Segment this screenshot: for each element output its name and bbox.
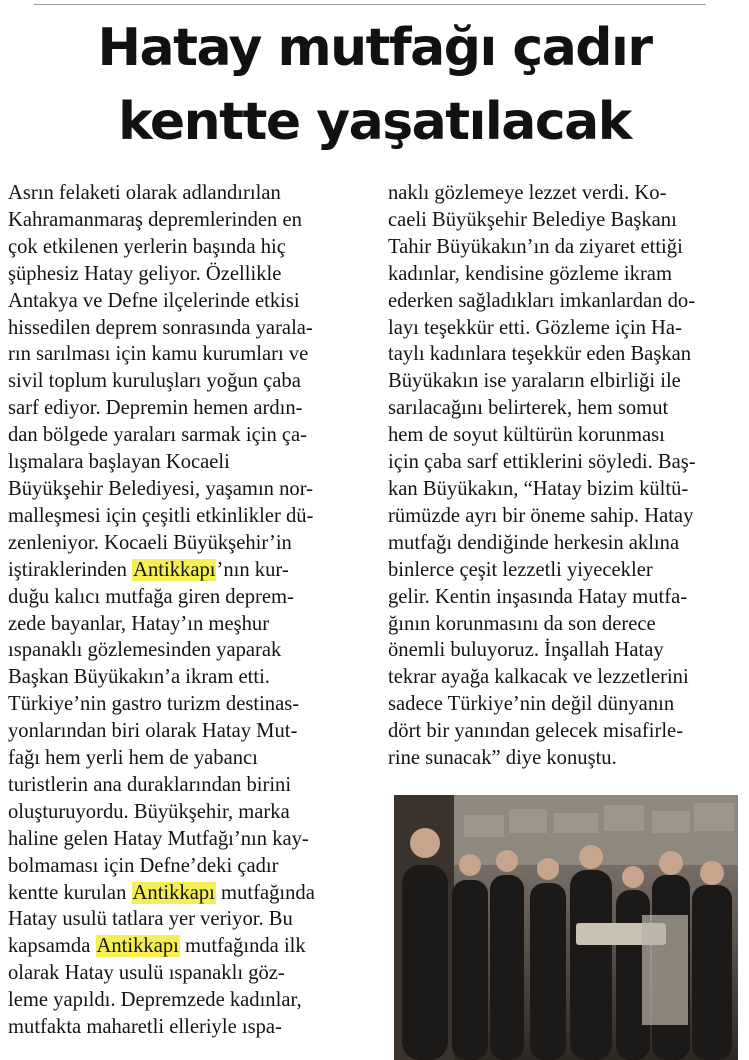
text-segment: fağı hem yerli hem de yabancı: [8, 747, 258, 770]
text-segment: ıspanaklı gözlemesinden yaparak: [8, 639, 282, 662]
text-line: layı teşekkür etti. Gözleme için Ha-: [388, 316, 682, 339]
text-segment: yonlarından biri olarak Hatay Mut-: [8, 720, 298, 743]
text-line: [8, 772, 370, 799]
text-line: [8, 261, 370, 288]
text-line: [8, 906, 370, 933]
text-line: mutfağı dendiğinde herkesin aklına: [388, 531, 680, 554]
text-segment: şüphesiz Hatay geliyor. Özellikle: [8, 262, 282, 285]
text-line: dört bir yanından gelecek misafirle-: [388, 720, 684, 743]
text-line: [8, 449, 370, 476]
text-line: ederken sağladıkları imkanlardan do-: [388, 289, 696, 312]
text-line: [8, 476, 370, 503]
text-line: binlerce çeşit lezzetli yiyecekler: [388, 558, 653, 581]
text-segment: mutfağında: [215, 881, 315, 904]
text-segment: Hatay usulü tatlara yer veriyor. Bu: [8, 908, 293, 931]
text-line: Büyükakın ise yaraların elbirliği ile: [388, 370, 681, 393]
text-line: rümüzde ayrı bir öneme sahip. Hatay: [388, 504, 694, 527]
article-photo: [394, 795, 738, 1060]
text-line: [8, 422, 370, 449]
highlighted-term: Antikkapı: [132, 881, 215, 904]
text-segment: dan bölgede yaraları sarmak için ça-: [8, 424, 308, 447]
text-segment: hissedilen deprem sonrasında yarala-: [8, 316, 313, 339]
text-line: ğının korunmasını da son derece: [388, 612, 656, 635]
text-segment: sivil toplum kuruluşları yoğun çaba: [8, 370, 301, 393]
text-segment: Asrın felaketi olarak adlandırılan: [8, 182, 281, 204]
text-line: [8, 180, 370, 207]
text-line: [8, 933, 370, 960]
text-line: [8, 987, 370, 1014]
text-segment: haline gelen Hatay Mutfağı’nın kay-: [8, 827, 309, 850]
text-line: [8, 584, 370, 611]
text-segment: çok etkilenen yerlerin başında hiç: [8, 235, 286, 258]
headline-line-2: kentte yaşatılacak: [118, 92, 631, 152]
text-line: [8, 503, 370, 530]
text-line: [8, 557, 370, 584]
text-line: [8, 691, 370, 718]
text-segment: olarak Hatay usulü ıspanaklı göz-: [8, 962, 285, 985]
article-column-right: [388, 180, 746, 772]
text-segment: mutfakta maharetli elleriyle ıspa-: [8, 1016, 282, 1039]
text-segment: leme yapıldı. Depremzede kadınlar,: [8, 989, 302, 1012]
text-segment: duğu kalıcı mutfağa giren deprem-: [8, 585, 294, 608]
text-line: [8, 637, 370, 664]
text-line: [8, 395, 370, 422]
headline-line-1: Hatay mutfağı çadır: [97, 18, 652, 78]
text-segment: oluşturuyordu. Büyükşehir, marka: [8, 800, 290, 823]
text-line: [8, 718, 370, 745]
text-line: [8, 799, 370, 826]
text-line: sarılacağını belirterek, hem somut: [388, 397, 669, 420]
text-segment: lışmalara başlayan Kocaeli: [8, 451, 230, 474]
kitchen-group-photo: [394, 795, 738, 1060]
text-line: naklı gözlemeye lezzet verdi. Ko-: [388, 182, 667, 204]
text-line: caeli Büyükşehir Belediye Başkanı: [388, 208, 677, 231]
text-line: hem de soyut kültürün korunması: [388, 424, 665, 447]
text-line: [8, 234, 370, 261]
text-segment: kentte kurulan: [8, 881, 132, 904]
text-line: taylı kadınlara teşekkür eden Başkan: [388, 343, 692, 366]
text-line: [8, 853, 370, 880]
text-line: [8, 1014, 370, 1041]
top-rule: [34, 4, 706, 5]
text-segment: turistlerin ana duraklarından birini: [8, 773, 292, 796]
text-line: önemli buluyoruz. İnşallah Hatay: [388, 639, 664, 662]
text-line: [8, 341, 370, 368]
text-line: tekrar ayağa kalkacak ve lezzetlerini: [388, 666, 689, 689]
text-segment: ’nın kur-: [216, 558, 289, 581]
text-line: [8, 530, 370, 557]
article-column-left: [8, 180, 370, 1041]
text-segment: zede bayanlar, Hatay’ın meşhur: [8, 612, 270, 635]
text-line: kan Büyükakın, “Hatay bizim kültü-: [388, 477, 689, 500]
text-line: [8, 745, 370, 772]
text-line: rine sunacak” diye konuştu.: [388, 747, 617, 770]
text-segment: kapsamda: [8, 935, 96, 958]
text-segment: Antakya ve Defne ilçelerinde etkisi: [8, 289, 300, 312]
highlighted-term: Antikkapı: [96, 935, 179, 958]
text-segment: sarf ediyor. Depremin hemen ardın-: [8, 397, 303, 420]
text-segment: zenleniyor. Kocaeli Büyükşehir’in: [8, 531, 292, 554]
text-line: kadınlar, kendisine gözleme ikram: [388, 262, 672, 285]
text-line: [8, 826, 370, 853]
text-line: [8, 880, 370, 907]
text-line: gelir. Kentin inşasında Hatay mutfa-: [388, 585, 688, 608]
text-line: [8, 288, 370, 315]
text-segment: malleşmesi için çeşitli etkinlikler dü-: [8, 504, 314, 527]
highlighted-term: Antikkapı: [133, 558, 216, 581]
text-line: [8, 611, 370, 638]
text-line: Tahir Büyükakın’ın da ziyaret ettiği: [388, 235, 683, 258]
text-segment: bolmaması için Defne’deki çadır: [8, 854, 279, 877]
text-line: [8, 664, 370, 691]
text-segment: Büyükşehir Belediyesi, yaşamın nor-: [8, 477, 314, 500]
text-line: sadece Türkiye’nin değil dünyanın: [388, 693, 675, 716]
text-segment: Kahramanmaraş depremlerinden en: [8, 208, 302, 231]
text-segment: Türkiye’nin gastro turizm destinas-: [8, 693, 300, 716]
text-line: [8, 207, 370, 234]
text-line: [8, 368, 370, 395]
text-line: için çaba sarf ettiklerini söyledi. Baş-: [388, 451, 696, 474]
text-line: [8, 960, 370, 987]
text-segment: Başkan Büyükakın’a ikram etti.: [8, 666, 270, 689]
text-segment: rın sarılması için kamu kurumları ve: [8, 343, 309, 366]
text-segment: mutfağında ilk: [179, 935, 306, 958]
text-segment: iştiraklerinden: [8, 558, 133, 581]
text-line: [8, 315, 370, 342]
